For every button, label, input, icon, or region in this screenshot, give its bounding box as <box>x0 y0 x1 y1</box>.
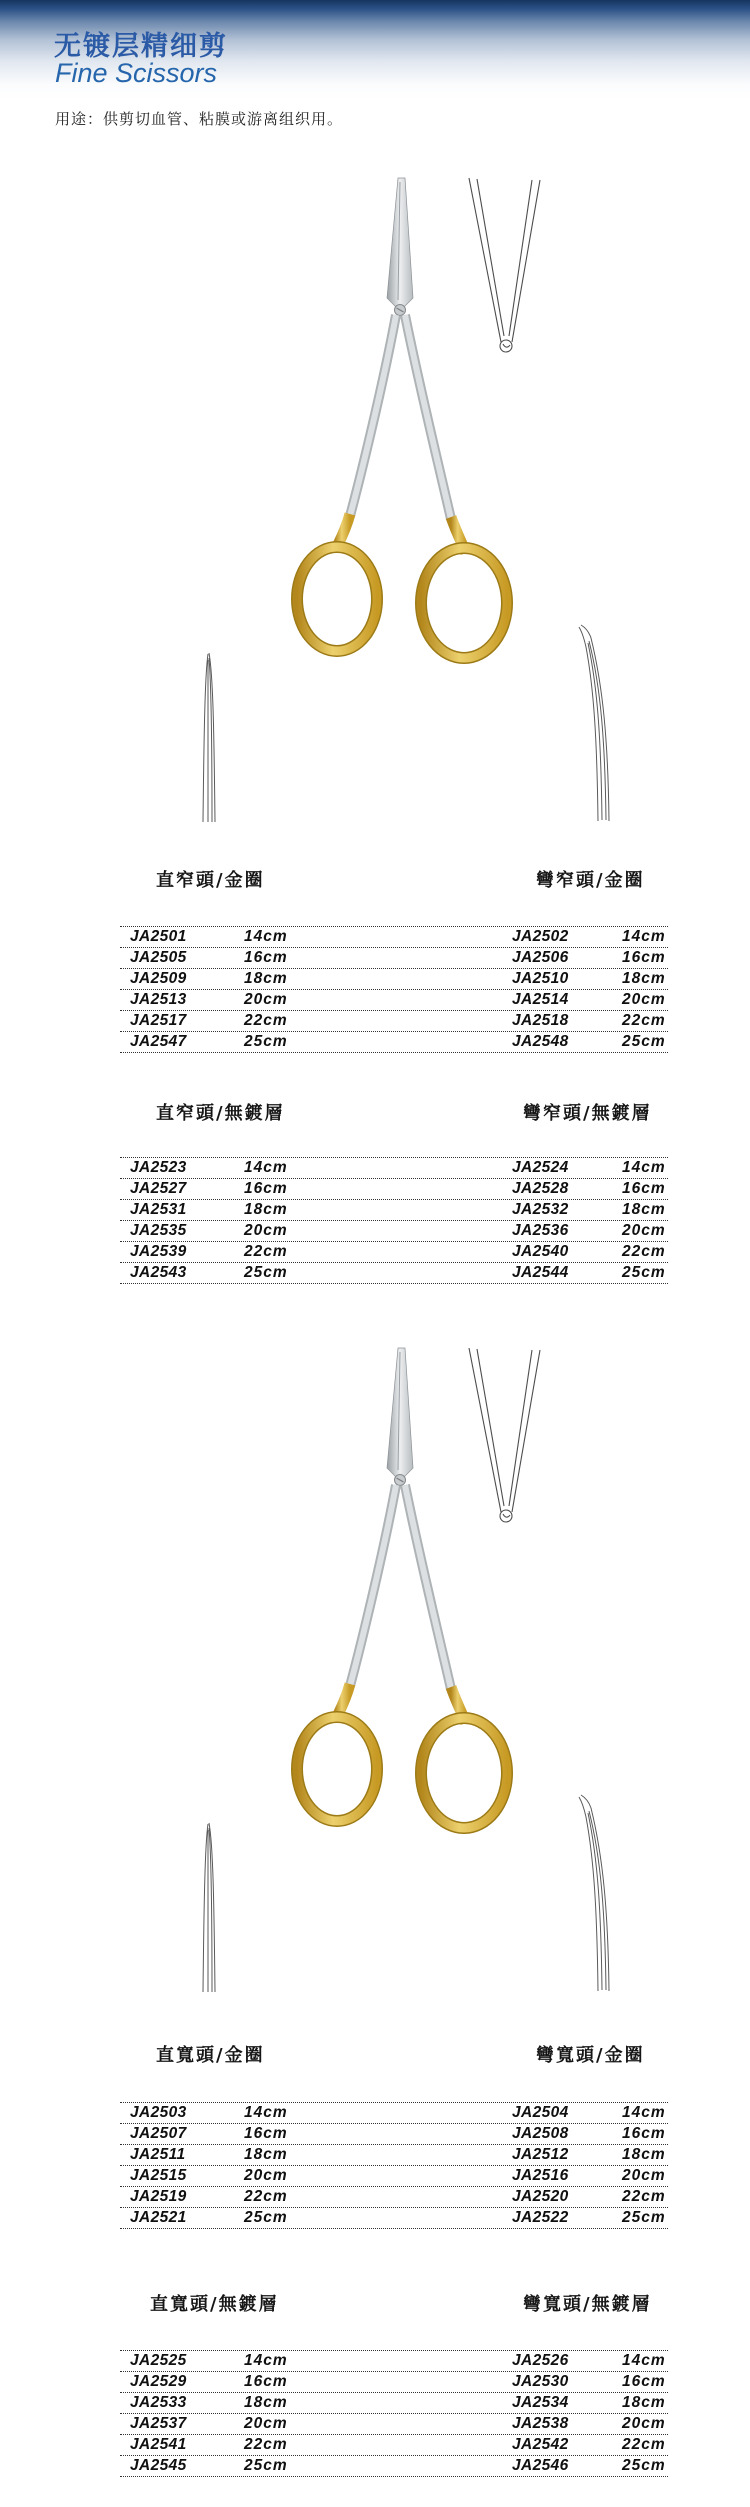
product-size: 14cm <box>244 2104 288 2121</box>
product-code: JA2532 <box>512 1201 569 1218</box>
scissors-photo-wide-head <box>0 1340 750 2030</box>
table-row <box>120 1242 668 1263</box>
product-size: 16cm <box>244 2373 288 2390</box>
product-code: JA2509 <box>130 970 187 987</box>
product-size: 22cm <box>622 2436 666 2453</box>
product-code: JA2525 <box>130 2352 187 2369</box>
scissors-illustration <box>0 1340 750 2030</box>
product-size: 25cm <box>622 1264 666 1281</box>
product-size: 18cm <box>244 2394 288 2411</box>
product-code: JA2517 <box>130 1012 187 1029</box>
product-code: JA2542 <box>512 2436 569 2453</box>
product-size: 14cm <box>622 2104 666 2121</box>
page-title-english: Fine Scissors <box>55 58 218 88</box>
product-size: 22cm <box>622 1243 666 1260</box>
table-title-left: 直窄頭/金圈 <box>156 870 265 891</box>
product-size: 16cm <box>622 2373 666 2390</box>
spec-table <box>120 2102 668 2229</box>
usage-description: 用途：供剪切血管、粘膜或游离组织用。 <box>55 110 344 128</box>
table-row <box>120 1032 668 1053</box>
table-title-right: 彎窄頭/金圈 <box>536 870 645 891</box>
product-size: 25cm <box>244 2209 288 2226</box>
product-size: 18cm <box>622 1201 666 1218</box>
product-size: 25cm <box>244 1264 288 1281</box>
product-size: 25cm <box>244 1033 288 1050</box>
table-row <box>120 969 668 990</box>
table-title-right: 彎窄頭/無鍍層 <box>523 1103 652 1124</box>
table-title-left: 直寬頭/無鍍層 <box>150 2294 279 2315</box>
product-code: JA2541 <box>130 2436 187 2453</box>
product-code: JA2507 <box>130 2125 187 2142</box>
product-size: 22cm <box>244 1243 288 1260</box>
product-code: JA2546 <box>512 2457 569 2474</box>
product-size: 22cm <box>622 2188 666 2205</box>
product-code: JA2514 <box>512 991 569 1008</box>
product-code: JA2518 <box>512 1012 569 1029</box>
table-row <box>120 2187 668 2208</box>
product-code: JA2502 <box>512 928 569 945</box>
spec-table <box>120 926 668 1053</box>
product-code: JA2531 <box>130 1201 187 1218</box>
product-code: JA2539 <box>130 1243 187 1260</box>
product-code: JA2504 <box>512 2104 569 2121</box>
product-code: JA2521 <box>130 2209 187 2226</box>
product-size: 18cm <box>622 2146 666 2163</box>
table-row <box>120 1179 668 1200</box>
table-title-right: 彎寬頭/金圈 <box>536 2045 645 2066</box>
product-size: 14cm <box>622 2352 666 2369</box>
product-size: 18cm <box>244 970 288 987</box>
product-code: JA2529 <box>130 2373 187 2390</box>
product-size: 16cm <box>622 1180 666 1197</box>
table-row <box>120 1011 668 1032</box>
product-size: 25cm <box>244 2457 288 2474</box>
product-code: JA2508 <box>512 2125 569 2142</box>
product-size: 20cm <box>244 2415 288 2432</box>
product-size: 20cm <box>244 991 288 1008</box>
product-code: JA2526 <box>512 2352 569 2369</box>
product-size: 25cm <box>622 2457 666 2474</box>
product-size: 14cm <box>622 928 666 945</box>
table-row <box>120 948 668 969</box>
table-row <box>120 1221 668 1242</box>
product-size: 20cm <box>622 2167 666 2184</box>
product-size: 16cm <box>622 2125 666 2142</box>
product-code: JA2519 <box>130 2188 187 2205</box>
product-code: JA2513 <box>130 991 187 1008</box>
product-code: JA2506 <box>512 949 569 966</box>
product-code: JA2533 <box>130 2394 187 2411</box>
product-size: 20cm <box>622 2415 666 2432</box>
product-size: 16cm <box>244 949 288 966</box>
spec-table <box>120 2350 668 2477</box>
product-code: JA2540 <box>512 1243 569 1260</box>
product-code: JA2538 <box>512 2415 569 2432</box>
product-size: 20cm <box>244 1222 288 1239</box>
product-code: JA2530 <box>512 2373 569 2390</box>
product-code: JA2503 <box>130 2104 187 2121</box>
product-size: 18cm <box>622 970 666 987</box>
product-code: JA2510 <box>512 970 569 987</box>
product-size: 22cm <box>244 1012 288 1029</box>
product-size: 14cm <box>244 2352 288 2369</box>
product-size: 20cm <box>244 2167 288 2184</box>
table-row <box>120 2456 668 2477</box>
table-row <box>120 1158 668 1179</box>
table-row <box>120 990 668 1011</box>
product-size: 22cm <box>244 2436 288 2453</box>
product-size: 25cm <box>622 1033 666 1050</box>
table-row <box>120 2145 668 2166</box>
product-code: JA2528 <box>512 1180 569 1197</box>
spec-table <box>120 1157 668 1284</box>
table-row <box>120 927 668 948</box>
product-code: JA2501 <box>130 928 187 945</box>
product-size: 16cm <box>244 2125 288 2142</box>
product-code: JA2536 <box>512 1222 569 1239</box>
product-code: JA2534 <box>512 2394 569 2411</box>
product-size: 14cm <box>244 928 288 945</box>
product-size: 25cm <box>622 2209 666 2226</box>
product-code: JA2515 <box>130 2167 187 2184</box>
product-size: 22cm <box>244 2188 288 2205</box>
table-row <box>120 2208 668 2229</box>
table-row <box>120 2103 668 2124</box>
product-size: 18cm <box>622 2394 666 2411</box>
page-title-chinese: 无镀层精细剪 <box>54 31 228 62</box>
product-code: JA2537 <box>130 2415 187 2432</box>
product-code: JA2505 <box>130 949 187 966</box>
product-code: JA2511 <box>130 2146 186 2163</box>
table-title-left: 直窄頭/無鍍層 <box>156 1103 285 1124</box>
product-code: JA2544 <box>512 1264 569 1281</box>
table-title-right: 彎寬頭/無鍍層 <box>523 2294 652 2315</box>
table-row <box>120 2393 668 2414</box>
product-code: JA2547 <box>130 1033 187 1050</box>
product-code: JA2520 <box>512 2188 569 2205</box>
product-size: 18cm <box>244 2146 288 2163</box>
product-code: JA2516 <box>512 2167 569 2184</box>
product-code: JA2527 <box>130 1180 187 1197</box>
table-row <box>120 2166 668 2187</box>
product-code: JA2512 <box>512 2146 569 2163</box>
table-row <box>120 2351 668 2372</box>
product-code: JA2548 <box>512 1033 569 1050</box>
product-size: 20cm <box>622 991 666 1008</box>
product-code: JA2522 <box>512 2209 569 2226</box>
product-code: JA2545 <box>130 2457 187 2474</box>
page-header-band <box>0 0 750 100</box>
product-code: JA2524 <box>512 1159 569 1176</box>
table-row <box>120 2372 668 2393</box>
product-size: 14cm <box>244 1159 288 1176</box>
product-size: 20cm <box>622 1222 666 1239</box>
product-size: 18cm <box>244 1201 288 1218</box>
table-row <box>120 1263 668 1284</box>
scissors-illustration <box>0 170 750 860</box>
table-row <box>120 2414 668 2435</box>
product-size: 14cm <box>622 1159 666 1176</box>
table-row <box>120 1200 668 1221</box>
table-title-left: 直寬頭/金圈 <box>156 2045 265 2066</box>
table-row <box>120 2435 668 2456</box>
product-code: JA2543 <box>130 1264 187 1281</box>
product-size: 16cm <box>622 949 666 966</box>
product-code: JA2523 <box>130 1159 187 1176</box>
product-size: 16cm <box>244 1180 288 1197</box>
product-size: 22cm <box>622 1012 666 1029</box>
scissors-photo-narrow-head <box>0 170 750 860</box>
table-row <box>120 2124 668 2145</box>
product-code: JA2535 <box>130 1222 187 1239</box>
